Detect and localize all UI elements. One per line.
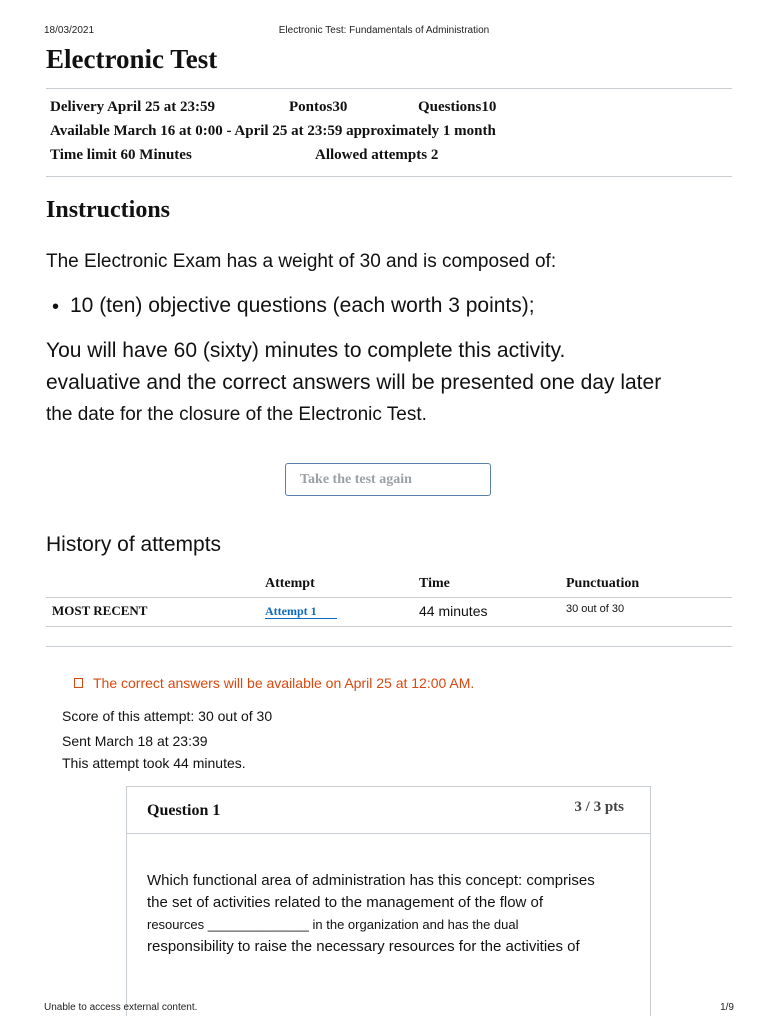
divider bbox=[46, 176, 732, 177]
question-header bbox=[127, 787, 650, 834]
most-recent-label: MOST RECENT bbox=[52, 603, 148, 618]
column-header-time: Time bbox=[419, 576, 450, 591]
answers-notice: The correct answers will be available on April 25 at 12:00 AM. bbox=[93, 675, 475, 691]
question-text-line: Which functional area of administration has this concept: comprises bbox=[147, 872, 595, 889]
instructions-bullet: 10 (ten) objective questions (each worth 3 points); bbox=[70, 294, 535, 317]
attempt-link[interactable]: Attempt 1 bbox=[265, 604, 337, 619]
divider bbox=[46, 88, 732, 89]
allowed-attempts: Allowed attempts 2 bbox=[315, 147, 439, 163]
question-points: 3 / 3 pts bbox=[574, 799, 624, 815]
question-text-line: responsibility to raise the necessary resources for the activities of bbox=[147, 938, 580, 955]
column-header-punctuation: Punctuation bbox=[566, 576, 640, 591]
attempt-score-summary: Score of this attempt: 30 out of 30 bbox=[62, 708, 273, 724]
history-heading: History of attempts bbox=[46, 533, 222, 556]
page-number: 1/9 bbox=[720, 1002, 734, 1013]
attempt-duration: This attempt took 44 minutes. bbox=[62, 755, 246, 771]
instructions-heading: Instructions bbox=[46, 197, 171, 223]
attempt-time: 44 minutes bbox=[419, 603, 488, 619]
questions-count: Questions10 bbox=[418, 99, 497, 115]
print-date: 18/03/2021 bbox=[44, 25, 95, 36]
question-text-line: the set of activities related to the management of the flow of bbox=[147, 894, 544, 911]
question-title: Question 1 bbox=[147, 802, 221, 819]
availability-window: Available March 16 at 0:00 - April 25 at 23:59 approximately 1 month bbox=[50, 123, 496, 139]
table-divider bbox=[46, 626, 732, 627]
instructions-line: the date for the closure of the Electronic Test. bbox=[46, 404, 427, 425]
column-header-attempt: Attempt bbox=[265, 576, 315, 591]
info-icon bbox=[74, 678, 83, 688]
instructions-line: You will have 60 (sixty) minutes to complete this activity. bbox=[46, 339, 566, 362]
take-test-again-button[interactable]: Take the test again bbox=[285, 463, 491, 496]
print-footer-note: Unable to access external content. bbox=[44, 1002, 198, 1013]
bullet-dot: • bbox=[52, 296, 60, 318]
delivery-date: Delivery April 25 at 23:59 bbox=[50, 99, 215, 115]
time-limit: Time limit 60 Minutes bbox=[50, 147, 192, 163]
points-value: Pontos30 bbox=[289, 99, 348, 115]
table-divider bbox=[46, 597, 732, 598]
sent-time: Sent March 18 at 23:39 bbox=[62, 733, 208, 749]
instructions-line: evaluative and the correct answers will be presented one day later bbox=[46, 371, 662, 394]
section-divider bbox=[46, 646, 732, 647]
print-title: Electronic Test: Fundamentals of Administration bbox=[278, 25, 490, 36]
page-title: Electronic Test bbox=[46, 44, 218, 74]
attempt-score: 30 out of 30 bbox=[566, 603, 625, 615]
question-card bbox=[126, 786, 651, 1016]
question-text-line: resources ______________ in the organization and has the dual bbox=[147, 917, 519, 932]
instructions-intro: The Electronic Exam has a weight of 30 and is composed of: bbox=[46, 251, 557, 272]
